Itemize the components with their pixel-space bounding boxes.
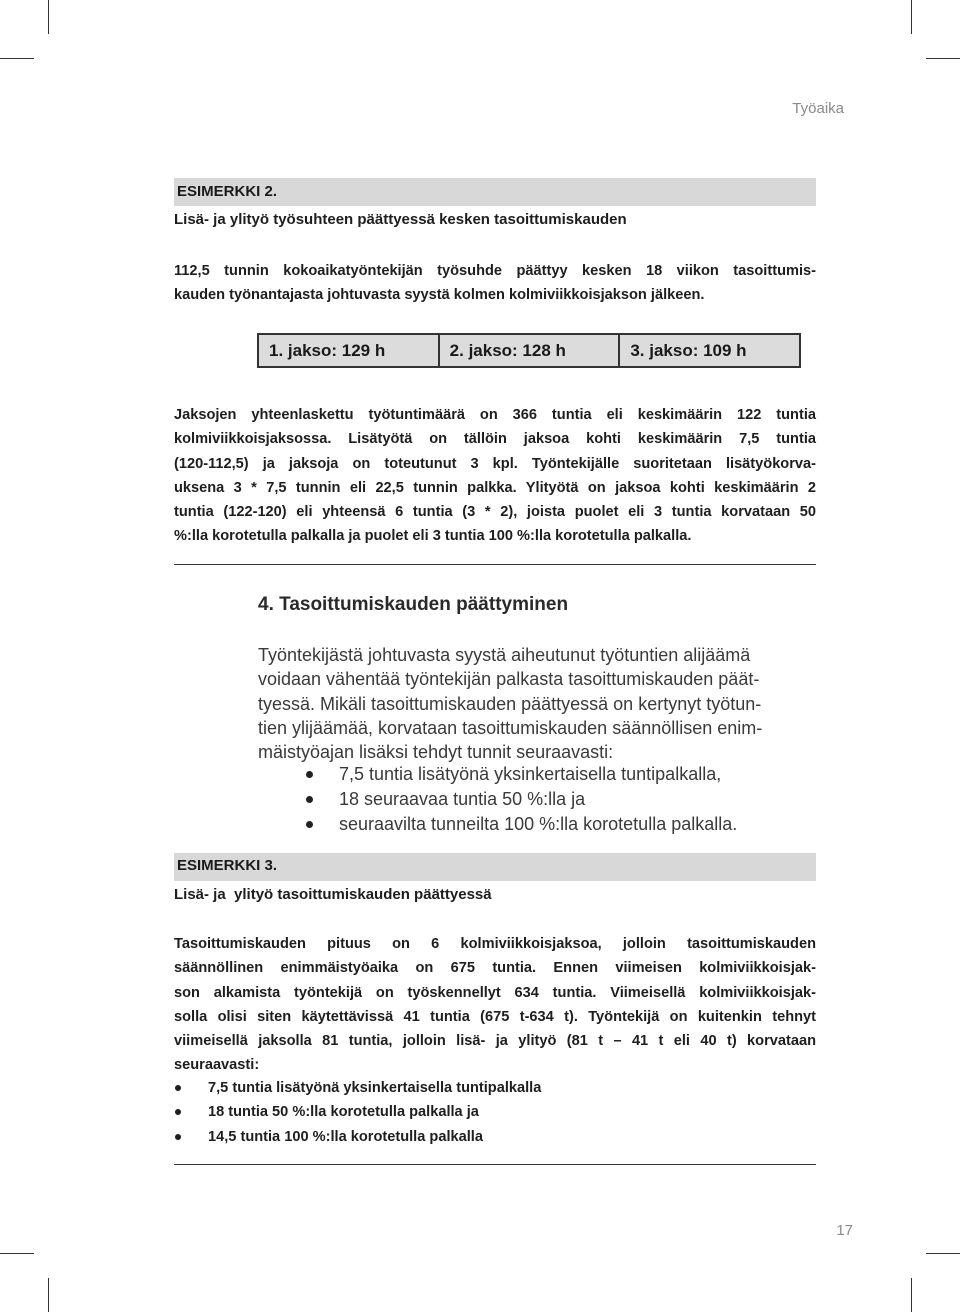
example-2-label: ESIMERKKI 2. [177,183,278,200]
example-2-intro [174,259,816,308]
page-number: 17 [836,1222,853,1239]
section-body [258,643,816,764]
list-item [174,1076,541,1100]
period-cell: 2. jakso: 128 h [438,335,619,366]
list-item [306,762,737,787]
text-line: mäistyöajan lisäksi tehdyt tunnit seuraavasti: [258,742,614,763]
text-line: Jaksojen yhteenlaskettu työtuntimäärä on 366 tuntia eli keskimäärin 122 tuntia [174,407,816,423]
list-item [306,812,737,837]
text-line: %:lla korotetulla palkalla ja puolet eli 3 tuntia 100 %:lla korotetulla palkalla. [174,528,692,545]
text-line: tyessä. Mikäli tasoittumiskauden päättyessä on kertynyt työtun- [258,693,762,714]
crop-mark [0,1253,34,1254]
list-item [174,1125,541,1149]
text-line: kauden työnantajasta johtuvasta syystä kolmen kolmiviikkoisjakson jälkeen. [174,287,705,304]
text-line: uksena 3 * 7,5 tunnin eli 22,5 tunnin palkka. Ylityötä on jaksoa kohti keskimäärin 2 [174,479,816,496]
text-line: tien ylijäämää, korvataan tasoittumiskauden säännöllisen enim- [258,717,763,738]
crop-mark [48,0,49,34]
text-line: säännöllinen enimmäistyöaika on 675 tuntia. Ennen viimeisen kolmiviikkoisjak- [174,960,816,977]
running-header: Työaika [792,100,844,117]
crop-mark [48,1278,49,1312]
bullet-icon [306,796,313,803]
bullet-icon [175,1134,181,1140]
period-cell: 1. jakso: 129 h [269,341,386,360]
text-line: voidaan vähentää työntekijän palkasta tasoittumiskauden päät- [258,669,760,690]
bullet-icon [306,821,313,828]
text-line: seuraavasti: [174,1057,260,1074]
list-item [306,787,737,812]
crop-mark [911,1278,912,1312]
text-line: 112,5 tunnin kokoaikatyöntekijän työsuhde päättyy kesken 18 viikon tasoittumis- [174,263,816,279]
list-item-text: 7,5 tuntia lisätyönä yksinkertaisella tuntipalkalla, [339,764,722,784]
bullet-icon [175,1085,181,1091]
crop-mark [926,58,960,59]
periods-table [257,333,801,368]
text-line: kolmiviikkoisjaksossa. Lisätyötä on tällöin jaksoa kohti keskimäärin 7,5 tuntia [174,431,816,448]
text-line: Tasoittumiskauden pituus on 6 kolmiviikkoisjaksoa, jolloin tasoittumiskauden [174,936,816,952]
period-cell: 3. jakso: 109 h [618,335,799,366]
section-title: 4. Tasoittumiskauden päättyminen [258,594,569,615]
list-item-text: 18 tuntia 50 %:lla korotetulla palkalla ja [208,1104,479,1121]
text-line: viimeisellä jaksolla 81 tuntia, jolloin lisä- ja ylityö (81 t – 41 t eli 40 t) korvataan [174,1033,816,1050]
crop-mark [926,1253,960,1254]
list-item-text: 14,5 tuntia 100 %:lla korotetulla palkalla [208,1128,483,1145]
example-3-label: ESIMERKKI 3. [177,857,278,874]
divider [174,1164,816,1165]
example-2-heading: Lisä- ja ylityö työsuhteen päättyessä kesken tasoittumiskauden [174,211,627,228]
bullet-icon [175,1109,181,1115]
crop-mark [911,0,912,34]
list-item [174,1100,541,1124]
text-line: (120-112,5) ja jaksoja on toteutunut 3 kpl. Työntekijälle suoritetaan lisätyökorva- [174,455,816,472]
divider [174,564,816,565]
text-line: solla olisi siten käytettävissä 41 tuntia (675 t-634 t). Työntekijä on kuitenkin tehnyt [174,1008,816,1025]
text-line: son alkamista työntekijä on työskennellyt 634 tuntia. Viimeisellä kolmiviikkoisjak- [174,984,816,1001]
crop-mark [0,58,34,59]
text-line: Työntekijästä johtuvasta syystä aiheutunut työtuntien alijäämä [258,645,751,665]
text-line: tuntia (122-120) eli yhteensä 6 tuntia (3 * 2), joista puolet eli 3 tuntia korvataan 50 [174,504,816,521]
example-3-heading: Lisä- ja ylityö tasoittumiskauden päättyessä [174,886,492,903]
example-3-bullet-list [174,1076,541,1149]
list-item-text: seuraavilta tunneilta 100 %:lla korotetulla palkalla. [339,814,738,834]
example-2-body [174,403,816,549]
bullet-icon [306,771,313,778]
list-item-text: 18 seuraavaa tuntia 50 %:lla ja [339,789,586,809]
example-3-body [174,932,816,1078]
list-item-text: 7,5 tuntia lisätyönä yksinkertaisella tuntipalkalla [208,1080,542,1096]
section-bullet-list [306,762,737,837]
